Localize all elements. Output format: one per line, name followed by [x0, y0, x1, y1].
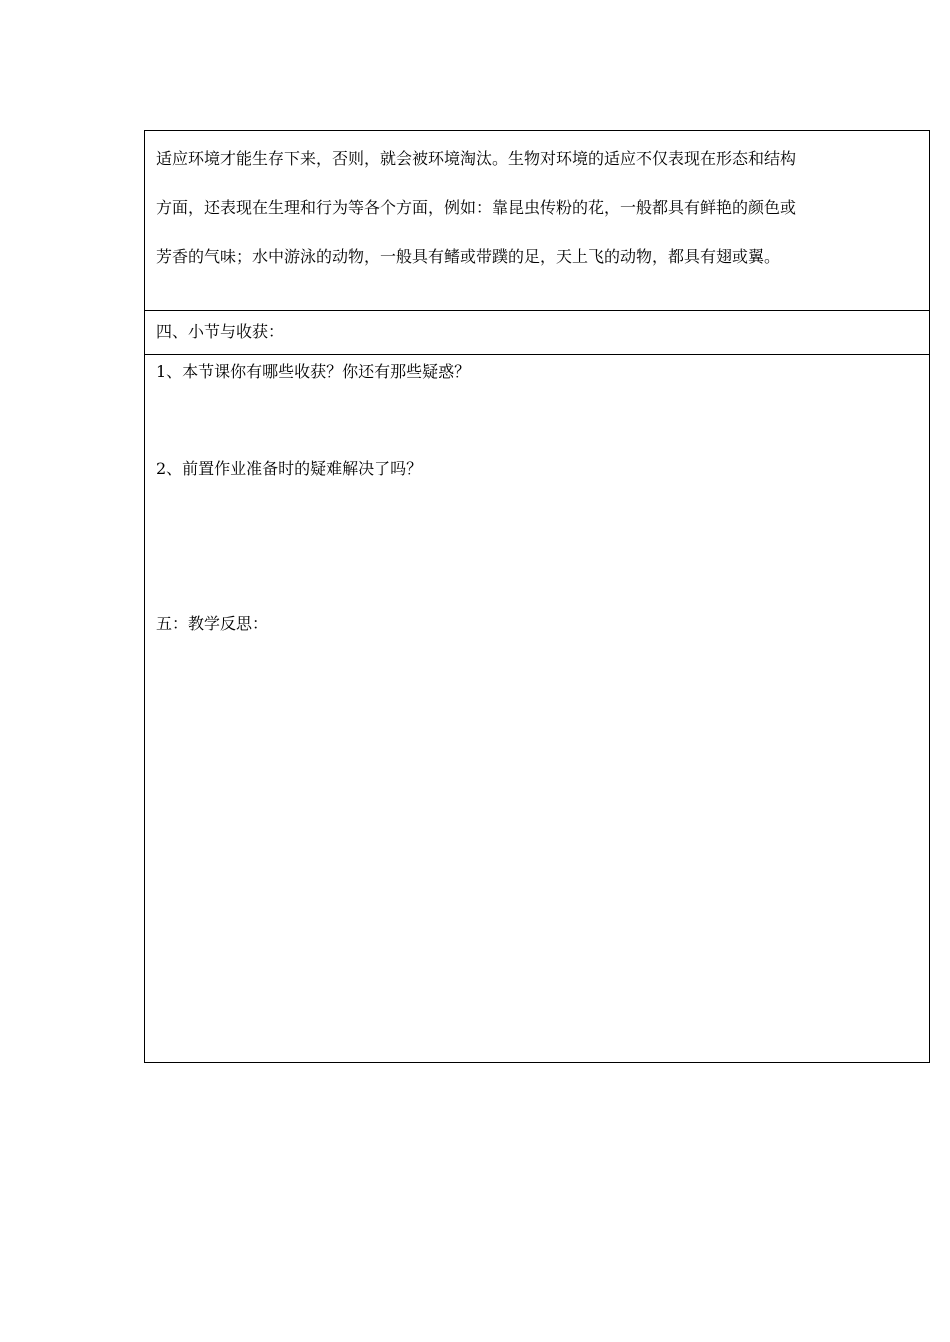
section-four-heading-cell [145, 311, 929, 355]
lesson-table [144, 130, 930, 1063]
reflection-cell [145, 355, 929, 1062]
paragraph-line-1: 适应环境才能生存下来，否则，就会被环境淘汰。生物对环境的适应不仅表现在形态和结构 [156, 149, 797, 168]
question-1: 1、本节课你有哪些收获？你还有那些疑惑？ [156, 362, 471, 381]
paragraph-line-2: 方面，还表现在生理和行为等各个方面，例如：靠昆虫传粉的花，一般都具有鲜艳的颜色或 [156, 198, 797, 217]
section-five-heading: 五：教学反思： [156, 614, 269, 633]
paragraph-cell [145, 131, 929, 311]
section-four-heading: 四、小节与收获： [156, 322, 285, 341]
paragraph-line-3: 芳香的气味；水中游泳的动物，一般具有鳍或带蹼的足，天上飞的动物，都具有翅或翼。 [156, 247, 781, 266]
question-2: 2、前置作业准备时的疑难解决了吗？ [156, 459, 423, 478]
